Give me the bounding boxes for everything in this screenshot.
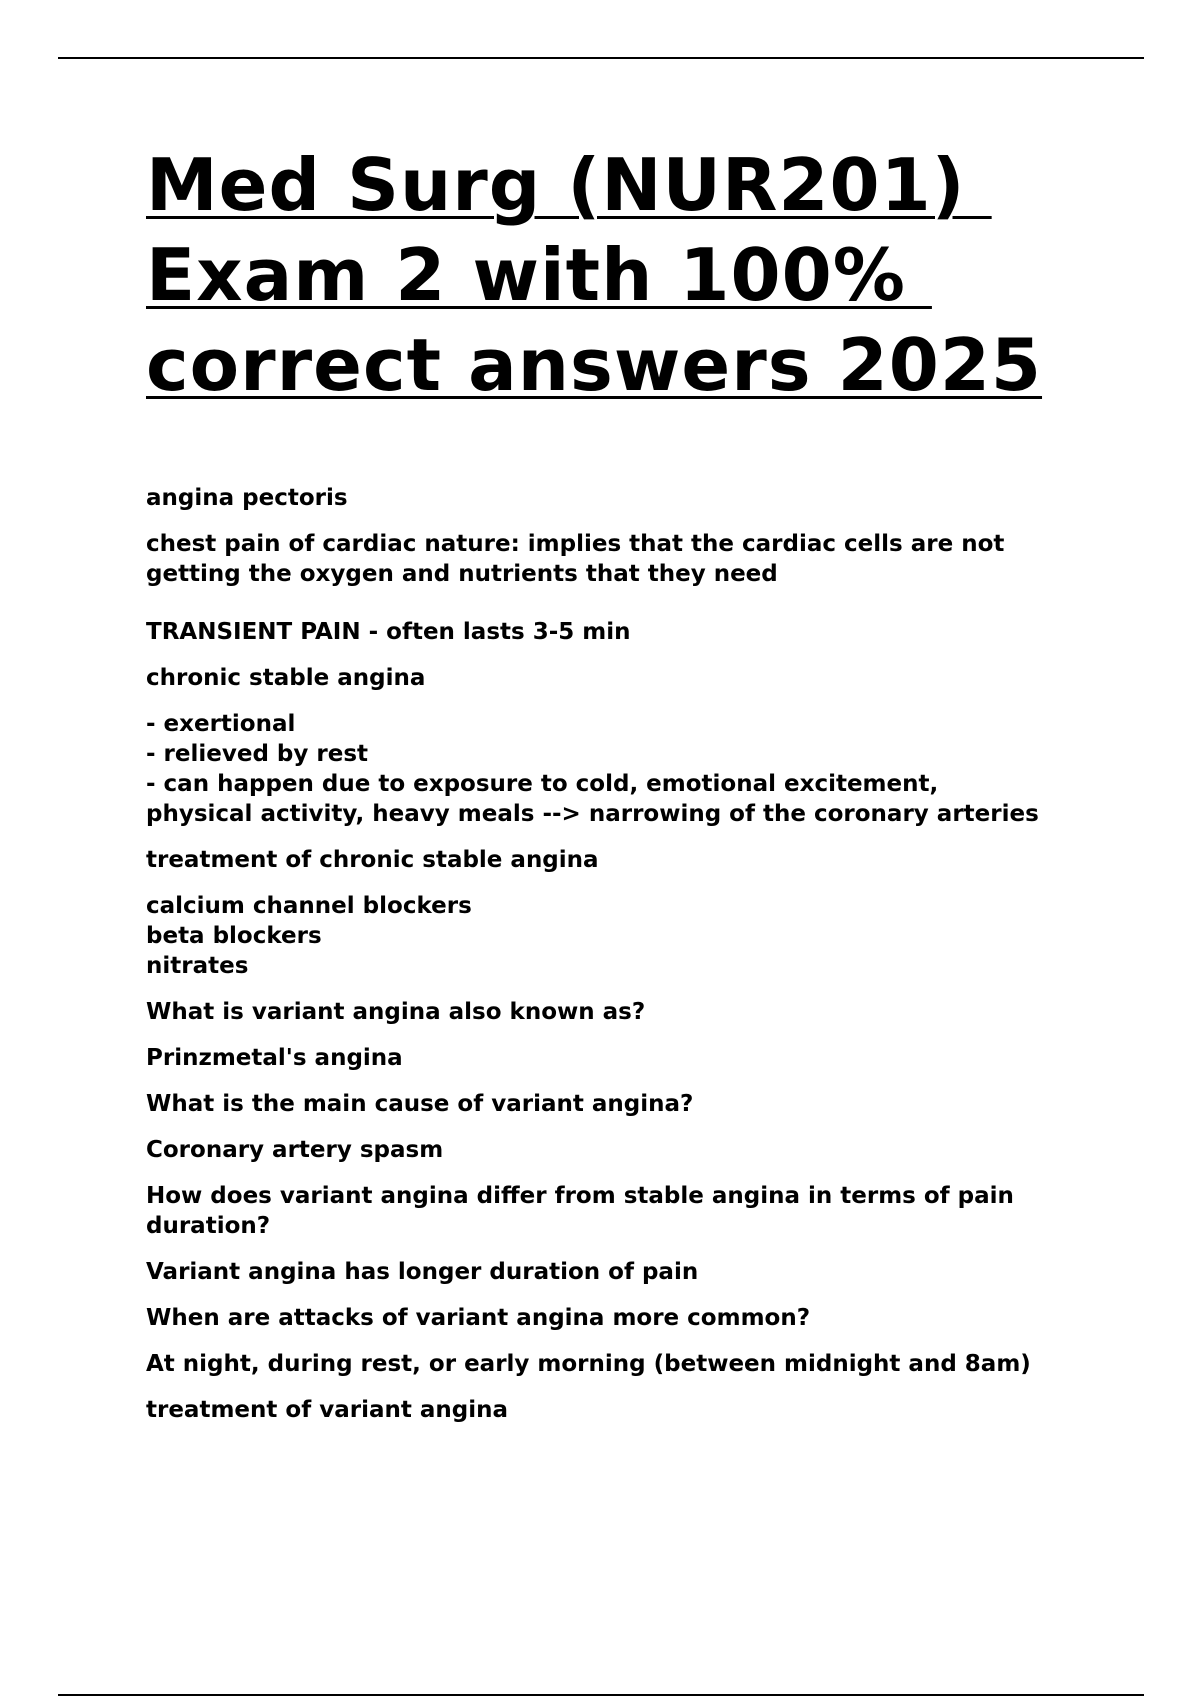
- term-chronic-stable-angina: chronic stable angina: [146, 665, 426, 691]
- document-body: [146, 140, 1106, 1441]
- term-treatment-chronic-stable-angina: treatment of chronic stable angina: [146, 847, 599, 873]
- bottom-divider: [58, 1694, 1144, 1696]
- question-pain-duration: How does variant angina differ from stable angina in terms of pain duration?: [146, 1183, 1014, 1239]
- term-angina-pectoris: angina pectoris: [146, 485, 348, 511]
- definition-angina-pectoris: chest pain of cardiac nature: implies that the cardiac cells are not getting the oxygen and nutrients that they need: [146, 531, 1005, 587]
- definition-chronic-stable-angina: - exertional - relieved by rest - can happen due to exposure to cold, emotional excitement, physical activity, heavy meals --> narrowing of the coronary arteries: [146, 711, 1039, 827]
- answer-pain-duration: Variant angina has longer duration of pain: [146, 1259, 699, 1285]
- top-divider: [58, 57, 1144, 59]
- document-title: [146, 140, 1106, 410]
- title-line: Exam 2 with 100%: [146, 233, 932, 317]
- question-variant-angina-cause: What is the main cause of variant angina?: [146, 1091, 694, 1117]
- question-attack-timing: When are attacks of variant angina more common?: [146, 1305, 811, 1331]
- title-line: Med Surg (NUR201): [146, 143, 992, 227]
- answer-attack-timing: At night, during rest, or early morning (between midnight and 8am): [146, 1351, 1031, 1377]
- answer-variant-angina-aka: Prinzmetal's angina: [146, 1045, 403, 1071]
- definition-treatment-chronic-stable-angina: calcium channel blockers beta blockers nitrates: [146, 893, 472, 979]
- answer-variant-angina-cause: Coronary artery spasm: [146, 1137, 444, 1163]
- title-line: correct answers 2025: [146, 323, 1043, 407]
- term-transient-pain: TRANSIENT PAIN - often lasts 3-5 min: [146, 619, 631, 645]
- term-treatment-variant-angina: treatment of variant angina: [146, 1397, 508, 1423]
- qa-list: [146, 483, 1106, 1425]
- question-variant-angina-aka: What is variant angina also known as?: [146, 999, 646, 1025]
